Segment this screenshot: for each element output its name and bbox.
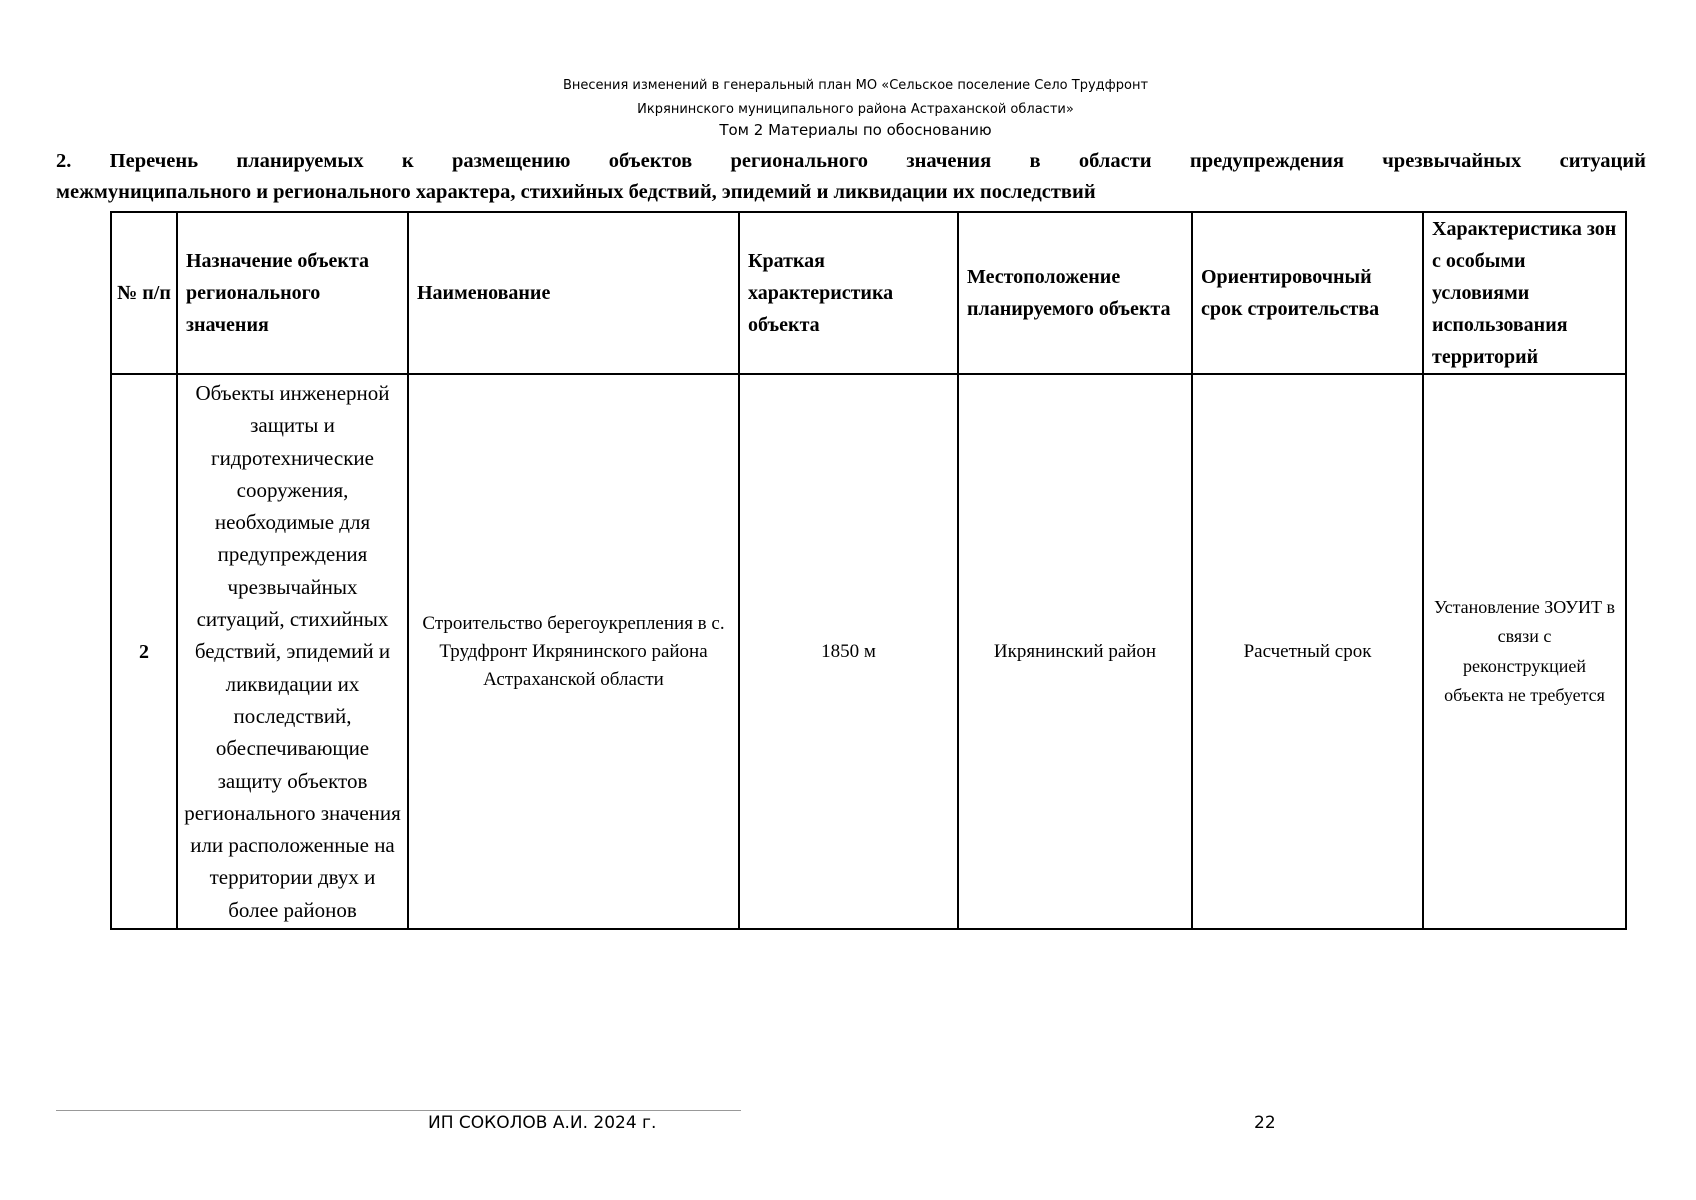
cell-purpose: Объекты инженерной защиты и гидротехнические сооружения, необходимые для предупреждения чрезвычайных ситуаций, стихийных бедствий, эпидемий и ликвидации их последствий, обеспечивающие защиту объектов регионального значения или расположенные на территории двух и более районов — [177, 374, 408, 929]
header-cell-name: Наименование — [408, 212, 739, 374]
cell-name: Строительство берегоукрепления в с. Трудфронт Икрянинского района Астраханской области — [408, 374, 739, 929]
cell-characteristic: 1850 м — [739, 374, 958, 929]
section-title-line-1: 2. Перечень планируемых к размещению объектов регионального значения в области предупреждения чрезвычайных ситуаций — [56, 150, 1646, 172]
table-header-row — [111, 212, 1626, 374]
header-line-3: Том 2 Материалы по обоснованию — [719, 121, 992, 139]
table-row — [111, 374, 1626, 929]
header-cell-characteristic: Краткая характеристика объекта — [739, 212, 958, 374]
page-number: 22 — [1254, 1113, 1276, 1133]
footer-divider — [56, 1110, 741, 1111]
footer-author: ИП СОКОЛОВ А.И. 2024 г. — [428, 1113, 657, 1133]
header-cell-location: Местоположение планируемого объекта — [958, 212, 1192, 374]
header-line-2: Икрянинского муниципального района Астраханской области» — [637, 102, 1074, 117]
cell-zones: Установление ЗОУИТ в связи с реконструкцией объекта не требуется — [1423, 374, 1626, 929]
header-cell-zones: Характеристика зон с особыми условиями использования территорий — [1423, 212, 1626, 374]
section-title-line-2: межмуниципального и регионального характера, стихийных бедствий, эпидемий и ликвидации их последствий — [56, 181, 1096, 203]
header-line-1: Внесения изменений в генеральный план МО «Сельское поселение Село Трудфронт — [562, 78, 1149, 93]
header-cell-number: № п/п — [111, 212, 177, 374]
section-title — [56, 146, 1646, 208]
cell-number: 2 — [111, 374, 177, 929]
header-cell-purpose: Назначение объекта регионального значения — [177, 212, 408, 374]
cell-location: Икрянинский район — [958, 374, 1192, 929]
cell-term: Расчетный срок — [1192, 374, 1423, 929]
objects-table — [110, 211, 1627, 930]
header-cell-term: Ориентировочный срок строительства — [1192, 212, 1423, 374]
